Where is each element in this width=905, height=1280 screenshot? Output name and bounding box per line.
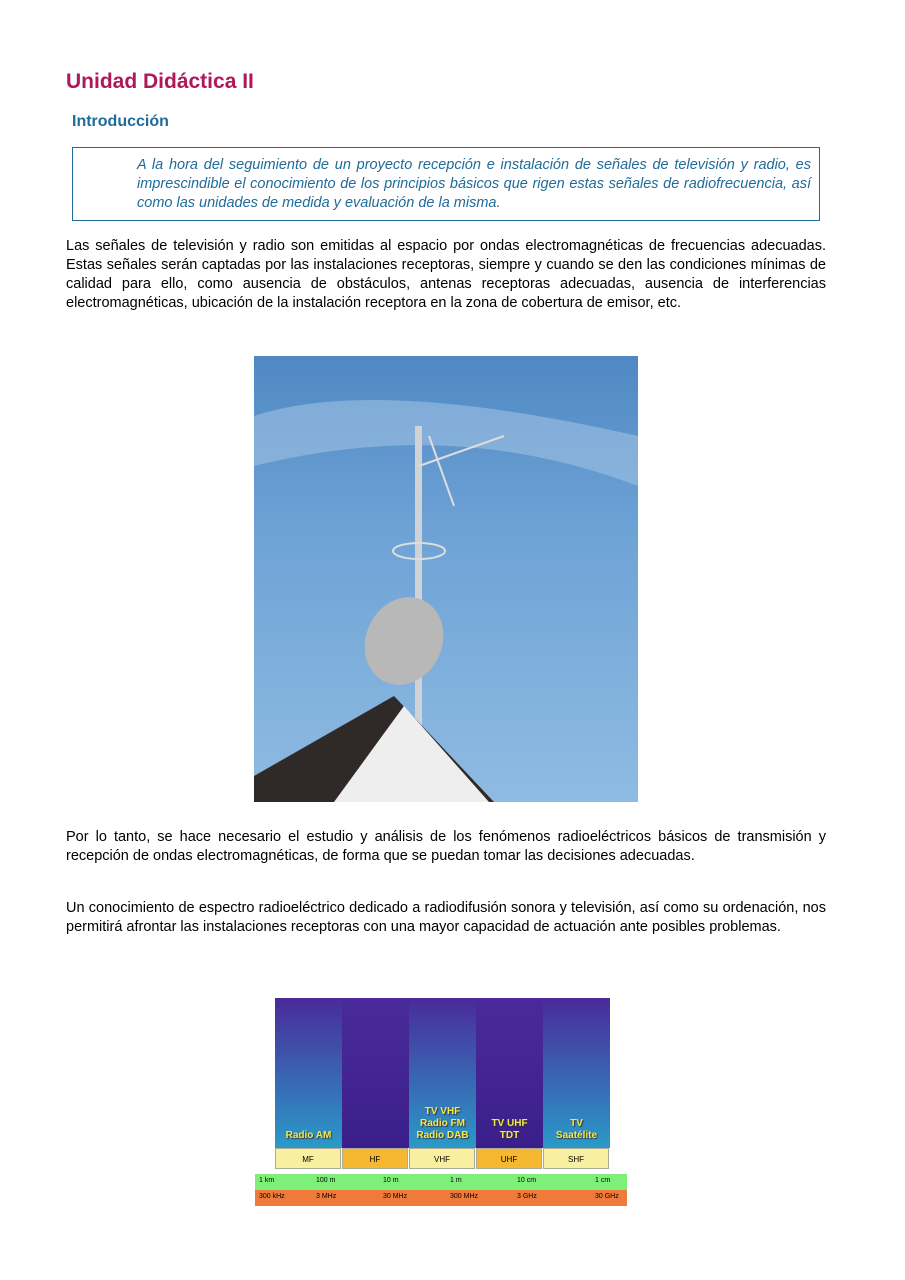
paragraph-1: Las señales de televisión y radio son emitidas al espacio por ondas electromagnéticas de frecuencias adecuadas. Estas señales serán captadas por las instalaciones receptoras, siempre y cuando se den las condiciones mínimas de calidad para ello, como ausencia de obstáculos, antenas receptoras adecuadas, ausencia de interferencias electromagnéticas, ubicación de la instalación receptora en la zona de cobertura de emisor, etc. bbox=[66, 238, 826, 311]
paragraph-3: Un conocimiento de espectro radioeléctrico dedicado a radiodifusión sonora y televisión, así como su ordenación, nos permitirá afrontar las instalaciones receptoras con una mayor capacidad de actuación ante posibles problemas. bbox=[66, 900, 826, 935]
wavelengths-scale bbox=[255, 1174, 627, 1190]
spectrum-band bbox=[409, 998, 476, 1148]
paragraph-2: Por lo tanto, se hace necesario el estudio y análisis de los fenómenos radioeléctricos básicos de transmisión y recepción de ondas electromagnéticas, de forma que se puedan tomar las decisiones adecuadas. bbox=[66, 829, 826, 864]
section-heading: Introducción bbox=[72, 113, 169, 130]
band-label: UHF bbox=[476, 1148, 542, 1169]
service-label: TV Saatélite bbox=[555, 1118, 598, 1141]
service-label: Radio AM bbox=[285, 1130, 332, 1141]
service-label: TV UHF TDT bbox=[491, 1118, 528, 1141]
frequencie-tick: 300 kHz bbox=[259, 1193, 285, 1200]
wavelength-tick: 100 m bbox=[316, 1177, 336, 1184]
spectrum-band bbox=[275, 998, 342, 1148]
intro-box bbox=[72, 147, 820, 221]
antenna-photo bbox=[254, 356, 638, 802]
band-label: HF bbox=[342, 1148, 408, 1169]
frequencie-tick: 30 MHz bbox=[383, 1193, 408, 1200]
wavelength-tick: 10 cm bbox=[517, 1177, 537, 1184]
service-label: TV VHF Radio FM Radio DAB bbox=[416, 1106, 469, 1141]
spectrum-diagram bbox=[233, 997, 637, 1221]
wavelength-tick: 10 m bbox=[383, 1177, 399, 1184]
frequencie-tick: 3 MHz bbox=[316, 1193, 337, 1200]
band-label: VHF bbox=[409, 1148, 475, 1169]
wavelength-tick: 1 m bbox=[450, 1177, 462, 1184]
band-label: MF bbox=[275, 1148, 341, 1169]
spectrum-band bbox=[543, 998, 610, 1148]
spectrum-band bbox=[342, 998, 409, 1148]
frequencie-tick: 3 GHz bbox=[517, 1193, 537, 1200]
wavelength-tick: 1 cm bbox=[595, 1177, 611, 1184]
intro-text: A la hora del seguimiento de un proyecto recepción e instalación de señales de televisión y radio, es imprescindible el conocimiento de los principios básicos que rigen estas señales de radiofrecuencia, así como las unidades de medida y evaluación de la misma. bbox=[137, 157, 811, 211]
frequencie-tick: 30 GHz bbox=[595, 1193, 619, 1200]
frequencies-scale bbox=[255, 1190, 627, 1206]
frequencie-tick: 300 MHz bbox=[450, 1193, 479, 1200]
page-title: Unidad Didáctica II bbox=[66, 70, 254, 93]
wavelength-tick: 1 km bbox=[259, 1177, 275, 1184]
spectrum-band bbox=[476, 998, 543, 1148]
band-label: SHF bbox=[543, 1148, 609, 1169]
